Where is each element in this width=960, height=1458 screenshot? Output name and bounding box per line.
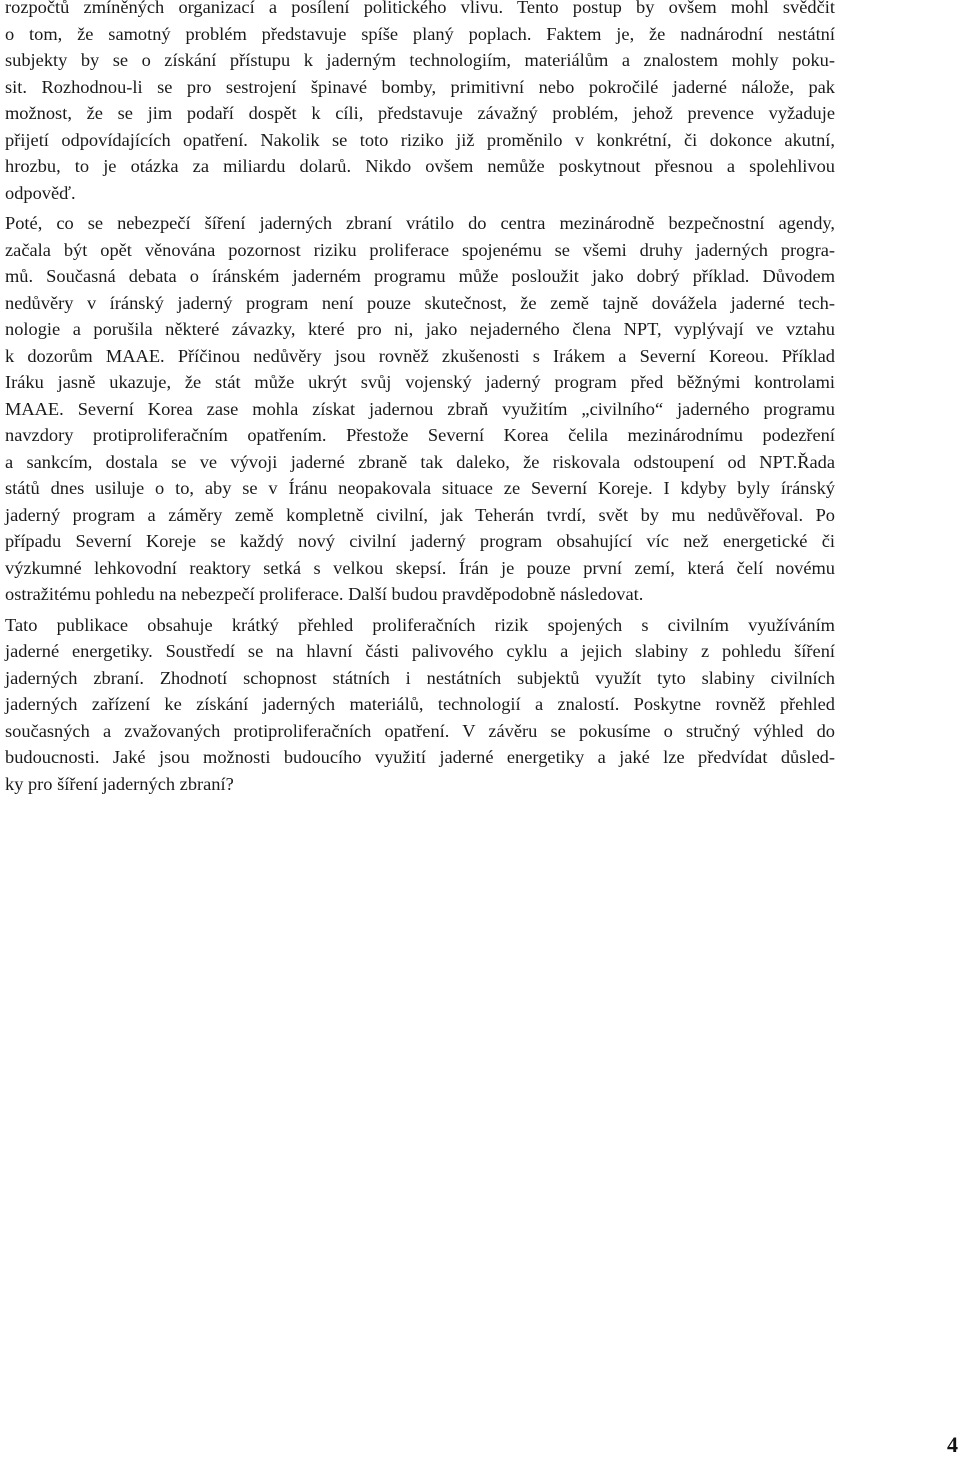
text-line: možnost, že se jim podaří dospět k cíli, představuje závažný problém, jehož prevence vyžaduje	[5, 103, 835, 123]
text-line: jaderných zařízení ke získání jaderných materiálů, technologií a znalostí. Poskytne rovněž přehled	[5, 694, 835, 714]
text-line: mů. Současná debata o íránském jaderném programu může posloužit jako dobrý příklad. Důvodem	[5, 266, 835, 286]
paragraph-3	[5, 612, 835, 798]
text-line: začala být opět věnována pozornost riziku proliferace spojenému se všemi druhy jaderných progra-	[5, 239, 835, 260]
text-line: jaderný program a záměry země kompletně civilní, jak Teherán tvrdí, svět by mu nedůvěřoval. Po	[5, 504, 835, 525]
body-text	[5, 0, 835, 801]
text-line: sit. Rozhodnou-li se pro sestrojení špinavé bomby, primitivní nebo pokročilé jaderné nálože, pak	[5, 76, 835, 97]
text-line: a sankcím, dostala se ve vývoji jaderné zbraně tak daleko, že riskovala odstoupení od NPT.Řada	[5, 451, 835, 472]
text-line: nologie a porušila některé závazky, které pro ni, jako nejaderného člena NPT, vyplývají ve vztahu	[5, 319, 835, 339]
text-line: k dozorům MAAE. Příčinou nedůvěry jsou rovněž zkušenosti s Irákem a Severní Koreou. Příklad	[5, 345, 835, 366]
page-number: 4	[947, 1432, 958, 1457]
text-line: ky pro šíření jaderných zbraní?	[5, 773, 234, 794]
text-line: výzkumné lehkovodní reaktory setká s velkou skepsí. Írán je pouze první zemí, která čelí novému	[5, 557, 835, 578]
paragraph-2	[5, 210, 835, 608]
text-line: budoucnosti. Jaké jsou možnosti budoucího využití jaderné energetiky a jaké lze předvídat důsled-	[5, 747, 835, 767]
text-line: jaderných zbraní. Zhodnotí schopnost státních i nestátních subjektů využít tyto slabiny civilních	[5, 667, 835, 688]
text-line: o tom, že samotný problém představuje spíše planý poplach. Faktem je, že nadnárodní nestátní	[5, 23, 835, 44]
text-line: navzdory protiproliferačním opatřením. Přestože Severní Korea čelila mezinárodnímu podezření	[5, 425, 835, 445]
text-line: odpověď.	[5, 182, 76, 203]
text-line: hrozbu, to je otázka za miliardu dolarů. Nikdo ovšem nemůže poskytnout přesnou a spolehlivou	[5, 156, 835, 176]
text-line: jaderné energetiky. Soustředí se na hlavní části palivového cyklu a jejich slabiny z pohledu šíření	[5, 641, 835, 661]
text-line: současných a zvažovaných protiproliferačních opatření. V závěru se pokusíme o stručný výhled do	[5, 720, 835, 741]
text-line: nedůvěry v íránský jaderný program není pouze skutečnost, že země tajně dovážela jaderné tech-	[5, 292, 835, 313]
text-line: MAAE. Severní Korea zase mohla získat jadernou zbraň využitím „civilního“ jaderného programu	[5, 398, 835, 419]
text-line: Iráku jasně ukazuje, že stát může ukrýt svůj vojenský jaderný program před běžnými kontrolami	[5, 372, 835, 392]
paragraph-1	[5, 0, 835, 206]
text-line: Poté, co se nebezpečí šíření jaderných zbraní vrátilo do centra mezinárodně bezpečnostní agendy,	[5, 213, 835, 233]
text-line: států dnes usiluje o to, aby se v Íránu neopakovala situace ze Severní Koreje. I kdyby byly íránský	[5, 478, 835, 498]
text-line: případu Severní Koreje se každý nový civilní jaderný program obsahující víc než energetické či	[5, 531, 835, 551]
text-line: rozpočtů zmíněných organizací a posílení politického vlivu. Tento postup by ovšem mohl svědčit	[5, 0, 835, 17]
text-line: ostražitému pohledu na nebezpečí proliferace. Další budou pravděpodobně následovat.	[5, 584, 644, 604]
text-line: Tato publikace obsahuje krátký přehled proliferačních rizik spojených s civilním využíváním	[5, 614, 835, 635]
text-line: přijetí odpovídajících opatření. Nakolik se toto riziko již proměnilo v konkrétní, či dokonce akutní,	[5, 129, 835, 150]
text-line: subjekty by se o získání přístupu k jaderným technologiím, materiálům a znalostem mohly poku-	[5, 50, 835, 70]
